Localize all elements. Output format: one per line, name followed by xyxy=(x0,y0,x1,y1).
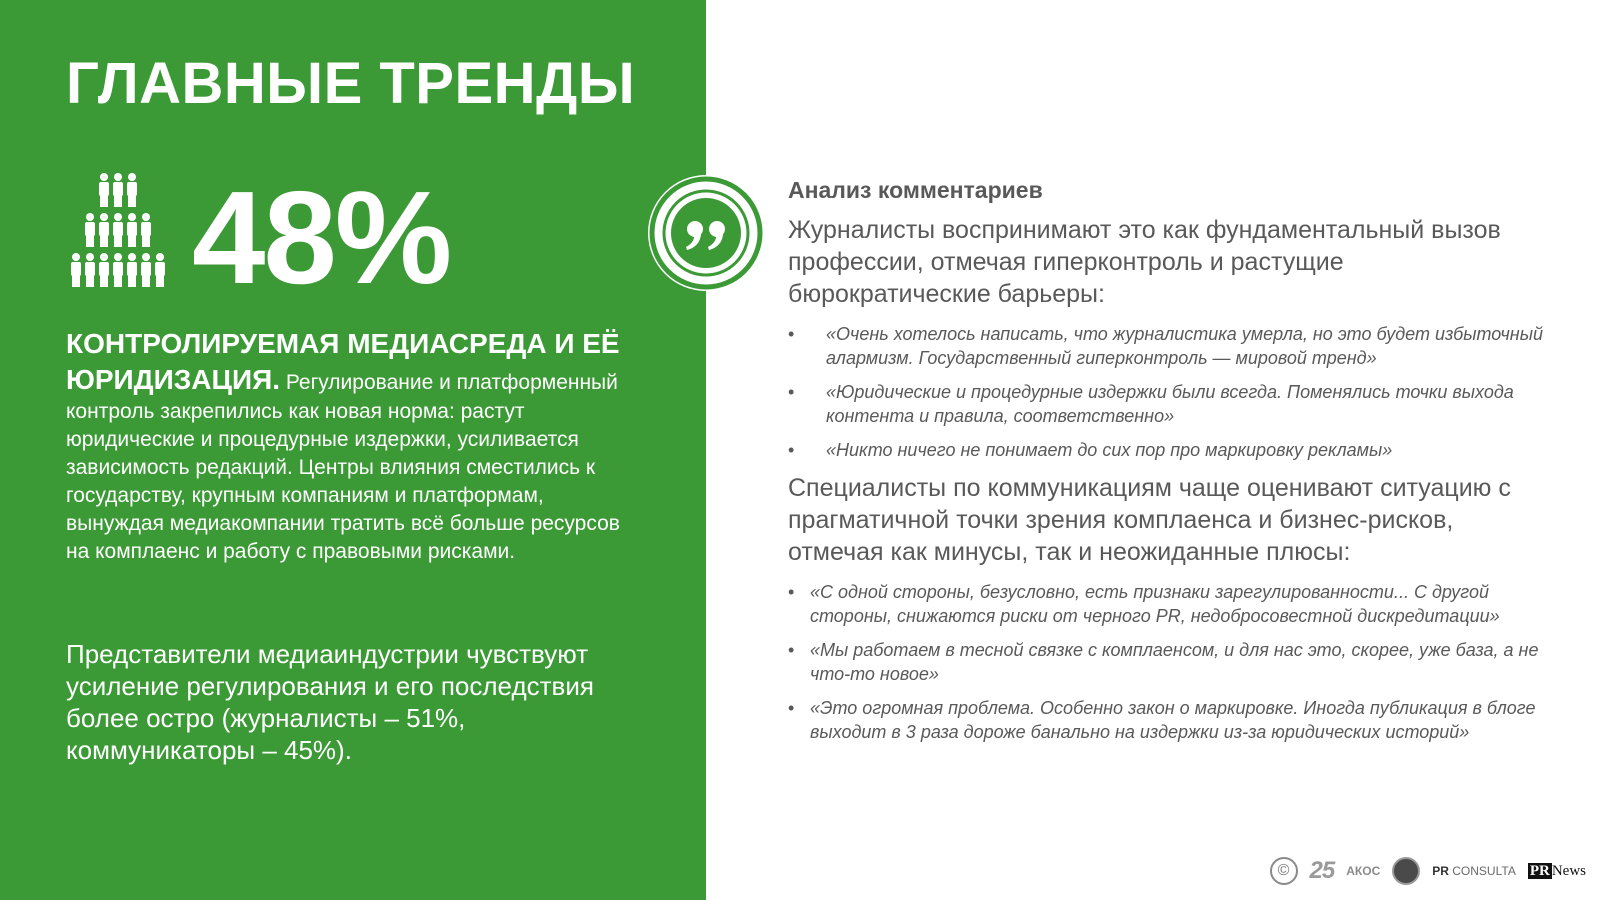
seal-logo xyxy=(1392,857,1420,885)
list-item xyxy=(788,380,1548,428)
quote-text: «Мы работаем в тесной связке с комплаенсом, и для нас это, скорее, уже база, а не что-то новое» xyxy=(810,640,1539,684)
prnews-text: News xyxy=(1551,862,1586,879)
left-panel xyxy=(0,0,706,900)
quote-text: «Это огромная проблема. Особенно закон о маркировке. Иногда публикация в блоге выходит в 3 раза дороже банально на издержки из-за юридических историй» xyxy=(810,698,1536,742)
partner-logos xyxy=(1270,854,1586,888)
stat-value: 48% xyxy=(192,164,451,311)
lead-body: Регулирование и платформенный контроль закрепились как новая норма: растут юридические и процедурные издержки, усиливается зависимость редакций. Центры влияния сместились к государству, крупным компаниям и платформам, вынуждая медиакомпании тратить всё больше ресурсов на комплаенс и работу с правовыми рисками. xyxy=(66,371,620,563)
list-item xyxy=(788,438,1548,462)
journalists-intro: Журналисты воспринимают это как фундаментальный вызов профессии, отмечая гиперконтроль и растущие бюрократические барьеры: xyxy=(788,216,1501,308)
communicators-intro: Специалисты по коммуникациям чаще оценивают ситуацию с прагматичной точки зрения комплаенса и бизнес-рисков, отмечая как минусы, так и неожиданные плюсы: xyxy=(788,474,1511,566)
list-item xyxy=(788,696,1548,744)
quote-text: «Очень хотелось написать, что журналистика умерла, но это будет избыточный алармизм. Государственный гиперконтроль — мировой тренд» xyxy=(826,324,1543,368)
copyright-logo: © xyxy=(1270,857,1298,885)
prconsulta-logo xyxy=(1432,864,1516,878)
people-group-icon xyxy=(66,172,170,295)
list-item xyxy=(788,580,1548,628)
quote-text: «С одной стороны, безусловно, есть признаки зарегулированности... С другой стороны, снижаются риски от черного PR, недобросовестной дискредитации» xyxy=(810,582,1500,626)
journalist-quotes xyxy=(788,322,1548,462)
analysis-heading: Анализ комментариев xyxy=(788,177,1043,203)
list-item xyxy=(788,638,1548,686)
list-item xyxy=(788,322,1548,370)
akos-logo: АКОС xyxy=(1346,864,1381,878)
bullet: • xyxy=(788,440,795,460)
bullet: • xyxy=(788,382,795,402)
bullet: • xyxy=(788,582,795,602)
bullet: • xyxy=(788,698,795,718)
lead-heading: КОНТРОЛИРУЕМАЯ МЕДИАСРЕДА И ЕЁ ЮРИДИЗАЦИЯ. xyxy=(66,328,620,395)
lead-block xyxy=(66,326,626,566)
quote-text: «Никто ничего не понимает до сих пор про маркировку рекламы» xyxy=(826,440,1393,460)
prconsulta-text: CONSULTA xyxy=(1452,864,1516,878)
prconsulta-pr: PR xyxy=(1432,864,1449,878)
anniversary-logo: 25 xyxy=(1309,857,1335,884)
summary-text: Представители медиаиндустрии чувствуют усиление регулирования и его последствия более остро (журналисты – 51%, коммуникаторы – 45%). xyxy=(66,639,594,765)
prnews-pr: PR xyxy=(1529,862,1550,879)
bullet: • xyxy=(788,640,795,660)
page-title: ГЛАВНЫЕ ТРЕНДЫ xyxy=(66,51,636,116)
comments-analysis xyxy=(788,176,1548,754)
quote-marks-icon xyxy=(645,172,767,294)
communicator-quotes xyxy=(788,580,1548,744)
prnews-logo xyxy=(1528,863,1586,880)
quote-text: «Юридические и процедурные издержки были всегда. Поменялись точки выхода контента и правила, соответственно» xyxy=(826,382,1514,426)
bullet: • xyxy=(788,324,795,344)
